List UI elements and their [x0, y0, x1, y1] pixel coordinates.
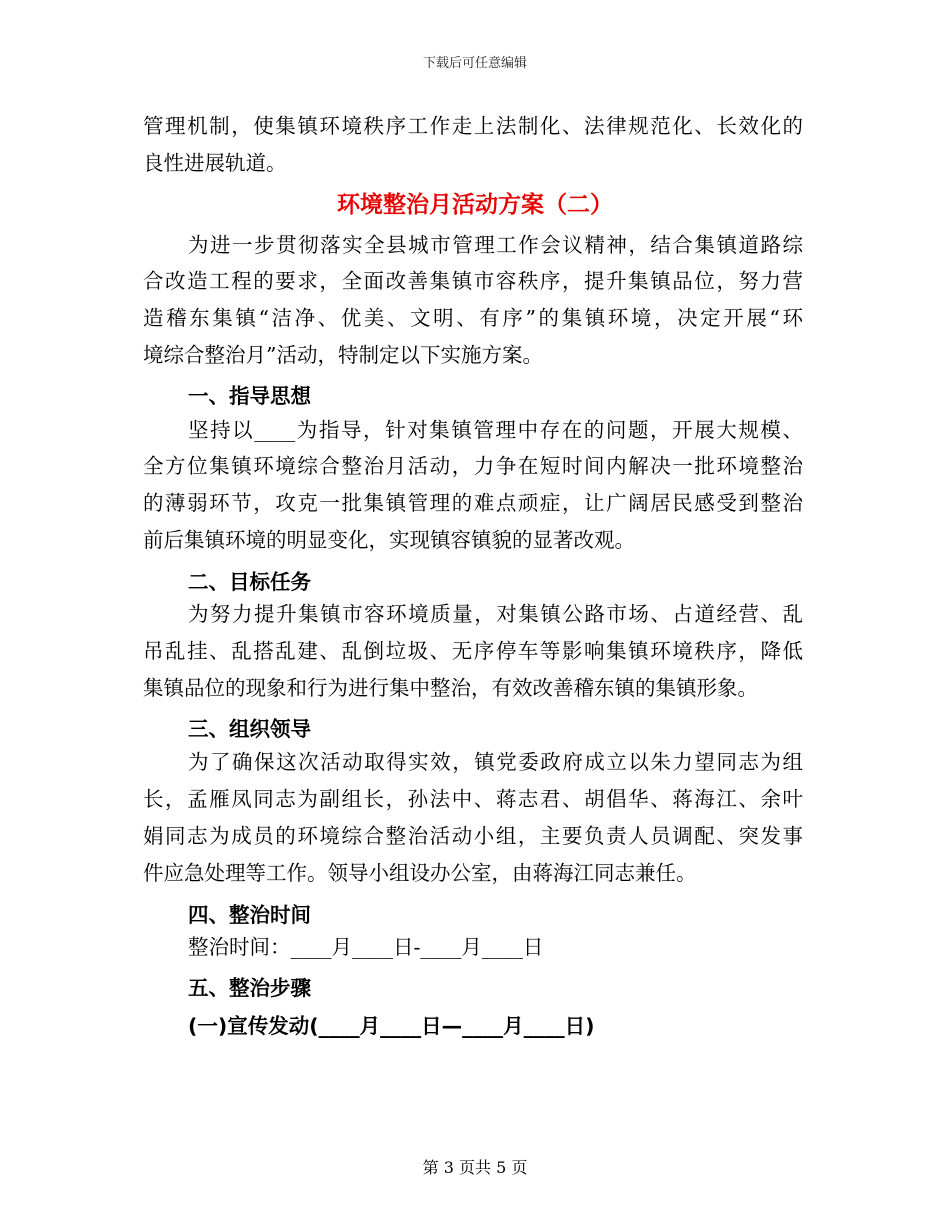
paragraph-line: 合改造工程的要求，全面改善集镇市容秩序，提升集镇品位，努力营	[143, 269, 803, 293]
subsection-heading: (一)宣传发动(____月____日—____月____日)	[188, 1014, 595, 1038]
paragraph-line: 良性进展轨道。	[143, 151, 287, 175]
page-header: 下载后可任意编辑	[422, 56, 527, 71]
section-heading: 四、整治时间	[188, 903, 311, 927]
paragraph-line: 造稽东集镇“洁净、优美、文明、有序”的集镇环境，决定开展“环	[143, 306, 803, 330]
page-footer: 第 3 页共 5 页	[422, 1158, 528, 1177]
section-heading: 一、指导思想	[188, 384, 311, 408]
paragraph-line: 集镇品位的现象和行为进行集中整治，有效改善稽东镇的集镇形象。	[143, 676, 758, 700]
paragraph-line: 境综合整治月”活动，特制定以下实施方案。	[143, 343, 543, 367]
paragraph-line: 长，孟雁凤同志为副组长，孙法中、蒋志君、胡倡华、蒋海江、余叶	[143, 787, 803, 811]
paragraph-line: 娟同志为成员的环境综合整治活动小组，主要负责人员调配、突发事	[143, 824, 803, 848]
paragraph-line: 整治时间：____月____日-____月____日	[188, 935, 544, 959]
paragraph-line: 管理机制，使集镇环境秩序工作走上法制化、法律规范化、长效化的	[143, 114, 803, 138]
paragraph-line: 为了确保这次活动取得实效，镇党委政府成立以朱力望同志为组	[188, 750, 803, 774]
paragraph-line: 前后集镇环境的明显变化，实现镇容镇貌的显著改观。	[143, 528, 635, 552]
paragraph-line: 全方位集镇环境综合整治月活动，力争在短时间内解决一批环境整治	[143, 454, 803, 478]
paragraph-line: 件应急处理等工作。领导小组设办公室，由蒋海江同志兼任。	[143, 861, 697, 885]
paragraph-line: 为进一步贯彻落实全县城市管理工作会议精神，结合集镇道路综	[188, 233, 803, 257]
document-title: 环境整治月活动方案（二）	[337, 192, 613, 218]
paragraph-line: 的薄弱环节，攻克一批集镇管理的难点顽症，让广阔居民感受到整治	[143, 491, 803, 515]
section-heading: 三、组织领导	[188, 717, 311, 741]
paragraph-line: 为努力提升集镇市容环境质量，对集镇公路市场、占道经营、乱	[188, 602, 803, 626]
paragraph-line: 坚持以____为指导，针对集镇管理中存在的问题，开展大规模、	[188, 418, 803, 442]
paragraph-line: 吊乱挂、乱搭乱建、乱倒垃圾、无序停车等影响集镇环境秩序，降低	[143, 639, 803, 663]
section-heading: 五、整治步骤	[188, 976, 311, 1000]
section-heading: 二、目标任务	[188, 570, 311, 594]
